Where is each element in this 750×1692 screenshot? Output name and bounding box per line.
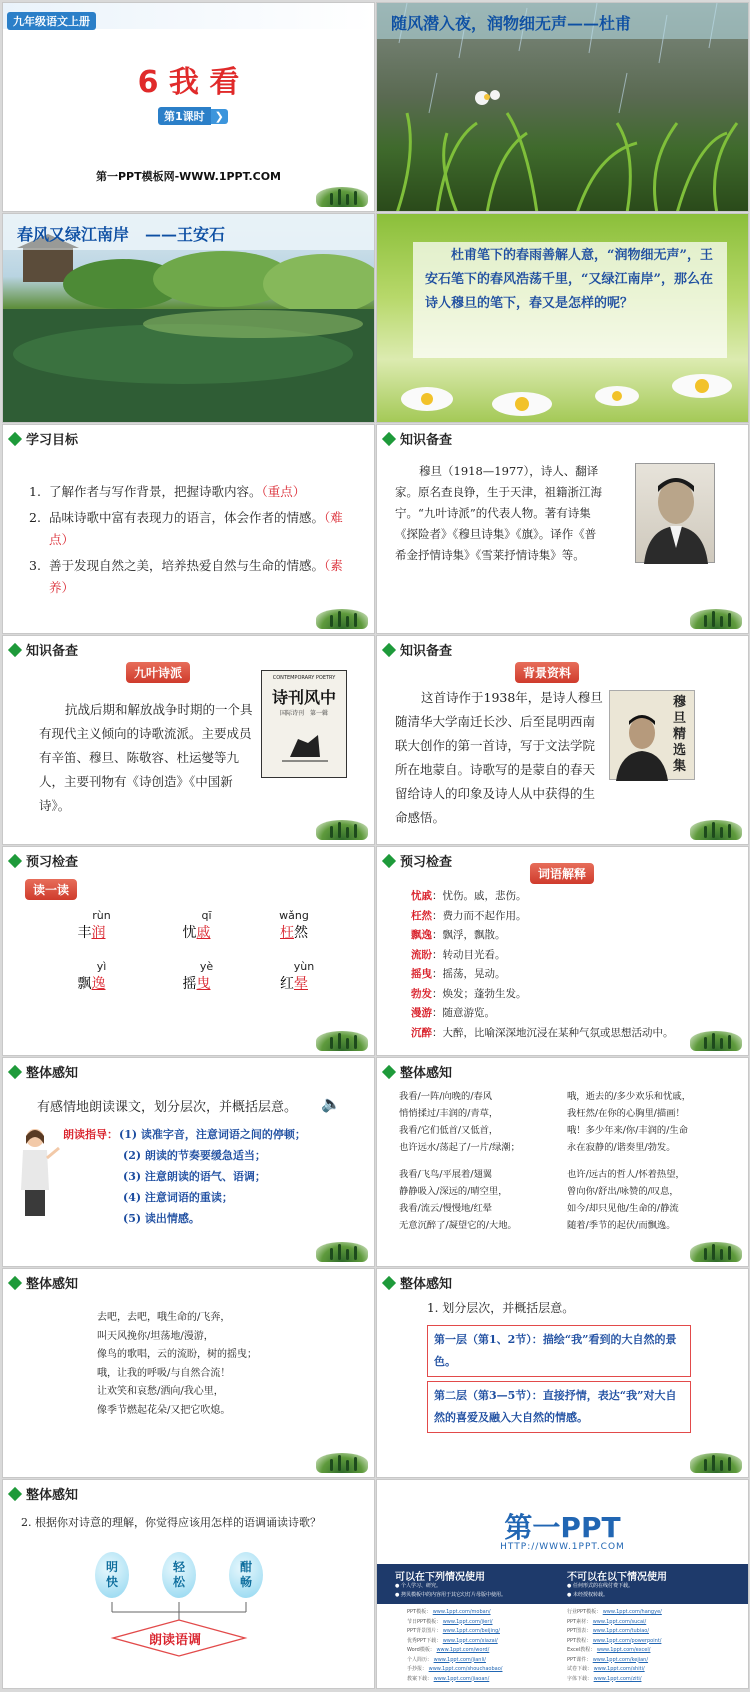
- link-item[interactable]: 试卷下载： www.1ppt.com/shiti/: [567, 1666, 645, 1672]
- word-item: rùn 丰润: [77, 909, 111, 941]
- layer-box: 第一层（第1、2节）：描绘“我”看到的大自然的景色。: [427, 1325, 691, 1377]
- grass-icon: [316, 1453, 368, 1473]
- grass-icon: [690, 609, 742, 629]
- slide-nine-leaves[interactable]: [2, 635, 375, 845]
- vocab-item: 漫游：随意游览。: [411, 1007, 495, 1019]
- speaker-icon[interactable]: 🔈: [321, 1094, 341, 1113]
- slide-background-info[interactable]: [376, 635, 749, 845]
- layer-box: 第二层（第3—5节）：直接抒情，表达“我”对大自然的喜爱及融入大自然的情感。: [427, 1381, 691, 1433]
- section-header: 整体感知: [7, 1484, 78, 1503]
- question-text: 2. 根据你对诗意的理解，你觉得应该用怎样的语调诵读诗歌？: [21, 1516, 321, 1529]
- section-header: 整体感知: [7, 1273, 78, 1292]
- section-header: 预习检查: [7, 851, 78, 870]
- section-header: 整体感知: [381, 1062, 452, 1081]
- section-header: 学习目标: [7, 429, 78, 448]
- guide-item: (4) 注意词语的重读；: [123, 1191, 233, 1204]
- grass-icon: [316, 820, 368, 840]
- slide-author-bio[interactable]: [376, 424, 749, 634]
- grass-icon: [690, 1242, 742, 1262]
- poem-line: 叫天风挽你/坦荡地/漫游，: [97, 1330, 214, 1342]
- poem-line: 无意沉醉了/凝望它的/大地。: [399, 1220, 517, 1231]
- grass-icon: [690, 820, 742, 840]
- word-item: yè 摇曳: [182, 960, 214, 992]
- poem-line: 我看/一阵/向晚的/春风: [399, 1091, 493, 1102]
- topic-pill: 词语解释: [530, 863, 594, 884]
- vocab-item: 枉然：费力而不起作用。: [411, 909, 527, 922]
- link-item[interactable]: 个人简历： www.1ppt.com/jianli/: [407, 1656, 486, 1663]
- poem-line: 曾向你/舒出/咏赞的/叹息，: [567, 1186, 679, 1197]
- allowed-item: ● 拷贝模板中的内容用于其它幻灯片母版中使用。: [395, 1592, 506, 1598]
- guide-item: (3) 注意朗读的语气、语调；: [123, 1170, 266, 1183]
- brand-logo: 第一PPT: [504, 1511, 621, 1544]
- link-item[interactable]: 手抄报： www.1ppt.com/shouchaobao/: [407, 1666, 503, 1672]
- vocab-item: 沉醉：大醉，比喻深深地沉浸在某种气氛或思想活动中。: [411, 1026, 674, 1039]
- grass-icon: [316, 187, 368, 207]
- vocab-item: 流盼：转动目光看。: [411, 948, 506, 961]
- section-header: 整体感知: [7, 1062, 78, 1081]
- word-item: wǎng 枉然: [279, 909, 309, 941]
- author-portrait: [635, 463, 715, 563]
- poem-line: 如今/却只见他/生命的/静流: [567, 1203, 679, 1214]
- topic-pill: 读一读: [25, 879, 77, 900]
- slide-learning-goals[interactable]: [2, 424, 375, 634]
- question-text: 1. 划分层次，并概括层意。: [427, 1301, 575, 1315]
- poem-line: 让欢笑和哀愁/洒向/我心里，: [97, 1386, 224, 1397]
- word-item: qī 忧戚: [182, 909, 212, 941]
- link-item[interactable]: 字体下载： www.1ppt.com/ziti/: [567, 1675, 642, 1682]
- site-credit: 第一PPT模板网-WWW.1PPT.COM: [95, 170, 282, 183]
- goal-item: 2. 品味诗歌中富有表现力的语言，体会作者的情感。（难点）: [29, 510, 343, 547]
- guide-label: 朗读指导：: [63, 1128, 118, 1141]
- vocab-item: 忧戚：忧伤。戚，悲伤。: [411, 890, 527, 902]
- vocab-item: 勃发：焕发；蓬勃生发。: [411, 987, 527, 1000]
- school-text: 抗战后期和解放战争时期的一个具有现代主义倾向的诗歌流派。主要成员有辛笛、穆旦、陈敬容、杜运燮等九人，主要刊物有《诗创造》《中国新诗》。: [39, 702, 253, 813]
- slide-intro-question[interactable]: [376, 213, 749, 423]
- poem-line: 我看/它们低首/又低首，: [399, 1125, 499, 1136]
- link-item[interactable]: PPT教程： www.1ppt.com/powerpoint/: [567, 1637, 662, 1644]
- link-item[interactable]: 节日PPT模板： www.1ppt.com/jieri/: [407, 1618, 493, 1625]
- slide-reading-guide[interactable]: [2, 1057, 375, 1267]
- vocab-item: 摇曳：摇荡，晃动。: [411, 968, 506, 980]
- diamond-icon: [8, 1486, 22, 1500]
- link-item[interactable]: PPT课件： www.1ppt.com/kejian/: [567, 1656, 649, 1663]
- book-cover: 穆旦精选集: [609, 690, 695, 780]
- link-item[interactable]: PPT图表： www.1ppt.com/tubiao/: [567, 1628, 650, 1634]
- slide-title[interactable]: [2, 2, 375, 212]
- guide-item: (5) 读出情感。: [123, 1212, 200, 1225]
- link-item[interactable]: 优秀PPT下载： www.1ppt.com/xiazai/: [407, 1637, 498, 1644]
- brand-url[interactable]: HTTP://WWW.1PPT.COM: [500, 1542, 625, 1552]
- quote-wang-anshi: 春风又绿江南岸 ——王安石: [17, 225, 226, 244]
- guide-item: (2) 朗读的节奏要缓急适当；: [123, 1149, 266, 1162]
- section-header: 知识备查: [381, 429, 452, 448]
- grass-icon: [316, 1031, 368, 1051]
- tone-label: 朗读语调: [149, 1633, 202, 1648]
- diamond-icon: [382, 642, 396, 656]
- grade-tag: 九年级语文上册: [7, 12, 96, 30]
- link-item[interactable]: PPT背景图片： www.1ppt.com/beijing/: [407, 1628, 500, 1634]
- poem-line: 哦，逝去的/多少欢乐和忧戚，: [567, 1091, 691, 1102]
- allowed-title: 可以在下列情况使用: [395, 1572, 485, 1583]
- slide-poem-final-stanza[interactable]: [2, 1268, 375, 1478]
- diamond-icon: [382, 1275, 396, 1289]
- poem-line: 我枉然/在你的心胸里/描画！: [567, 1108, 685, 1119]
- tone-circle: 酣畅: [229, 1552, 263, 1598]
- vocab-item: 飘逸：飘浮，飘散。: [411, 929, 506, 941]
- word-item: yùn 红晕: [280, 960, 315, 992]
- link-item[interactable]: 行业PPT模板： www.1ppt.com/hangye/: [567, 1609, 662, 1615]
- topic-pill: 背景资料: [515, 662, 579, 683]
- poem-line: 悄悄揉过/丰润的/青草，: [399, 1108, 499, 1119]
- slide-1ppt-credits[interactable]: [376, 1479, 749, 1689]
- grass-icon: [690, 1453, 742, 1473]
- author-bio-text: 穆旦（1918—1977），诗人、翻译家。原名查良铮，生于天津，祖籍浙江海宁。“九叶诗派”的代表人物。著有诗集《探险者》《穆旦诗集》《旗》。译作《普希金抒情诗集》《雪莱抒情诗集》等。: [395, 464, 602, 562]
- allowed-item: ● 个人学习、研究。: [395, 1583, 441, 1589]
- slide-rain-photo[interactable]: [376, 2, 749, 212]
- link-item[interactable]: PPT模板： www.1ppt.com/moban/: [407, 1609, 491, 1615]
- diamond-icon: [8, 1064, 22, 1078]
- diamond-icon: [8, 1275, 22, 1289]
- instruction-text: 有感情地朗读课文，划分层次，并概括层意。: [37, 1100, 298, 1115]
- poem-line: 我看/飞鸟/平展着/翅翼: [399, 1169, 493, 1180]
- poem-line: 像季节燃起花朵/又把它吹熄。: [97, 1404, 231, 1416]
- slide-poem-layers[interactable]: [376, 1268, 749, 1478]
- poem-line: 静静吸入/深远的/晴空里，: [399, 1186, 508, 1197]
- section-header: 预习检查: [381, 851, 452, 870]
- diamond-icon: [382, 853, 396, 867]
- diamond-icon: [8, 853, 22, 867]
- link-item[interactable]: 教案下载： www.1ppt.com/jiaoan/: [407, 1675, 490, 1682]
- slide-jiangnan-photo[interactable]: [2, 213, 375, 423]
- link-item[interactable]: Word模板： www.1ppt.com/word/: [407, 1647, 490, 1653]
- section-header: 知识备查: [381, 640, 452, 659]
- topic-pill: 九叶诗派: [126, 662, 190, 683]
- slide-poem-stanzas[interactable]: [376, 1057, 749, 1267]
- poem-line: 像鸟的歌唱，云的流盼，树的摇曳；: [97, 1349, 257, 1360]
- link-item[interactable]: PPT素材： www.1ppt.com/sucai/: [567, 1618, 647, 1625]
- slide-vocabulary[interactable]: [376, 846, 749, 1056]
- poem-line: 我看/流云/慢慢地/红晕: [399, 1203, 493, 1214]
- diamond-icon: [382, 1064, 396, 1078]
- quote-du-fu: 随风潜入夜，润物细无声——杜甫: [391, 14, 632, 33]
- section-header: 知识备查: [7, 640, 78, 659]
- slide-read-words[interactable]: [2, 846, 375, 1056]
- tone-circle: 轻松: [162, 1552, 196, 1598]
- lesson-number-button[interactable]: [158, 107, 228, 125]
- grass-icon: [690, 1031, 742, 1051]
- tone-circle: 明快: [95, 1552, 129, 1598]
- lesson-title: 6 我 看: [137, 65, 240, 100]
- slide-reading-tone[interactable]: [2, 1479, 375, 1689]
- poem-line: 哦！多少年来/你/丰润的/生命: [567, 1125, 688, 1136]
- poem-line: 永在寂静的/谐奏里/勃发。: [567, 1142, 676, 1153]
- poem-line: 去吧，去吧，哦生命的/飞奔，: [97, 1312, 231, 1323]
- poem-line: 哦，让我的呼吸/与自然合流！: [97, 1367, 231, 1379]
- grass-icon: [316, 1242, 368, 1262]
- teacher-icon: [17, 1124, 61, 1224]
- poem-line: 随着/季节的起伏/而飘逸。: [567, 1220, 676, 1231]
- goal-item: 3. 善于发现自然之美，培养热爱自然与生命的情感。（素养）: [29, 558, 343, 595]
- forbidden-item: ● 任何形式的在线付费下载。: [567, 1583, 633, 1589]
- goal-item: 1. 了解作者与写作背景，把握诗歌内容。（重点）: [29, 484, 306, 499]
- poem-line: 也许/远古的哲人/怀着热望，: [567, 1169, 685, 1180]
- section-header: 整体感知: [381, 1273, 452, 1292]
- forbidden-item: ● 未经授权转载。: [567, 1592, 608, 1598]
- diamond-icon: [382, 431, 396, 445]
- poem-line: 也许远水/荡起了/一片/绿潮；: [399, 1142, 520, 1153]
- grass-icon: [316, 609, 368, 629]
- chevron-right-icon: ❯: [211, 109, 228, 124]
- word-item: yì 飘逸: [77, 960, 107, 992]
- link-item[interactable]: Excel教程： www.1ppt.com/excel/: [567, 1647, 651, 1653]
- intro-text: 杜甫笔下的春雨善解人意，“润物细无声”，王安石笔下的春风浩荡千里，“又绿江南岸”，那么在诗人穆旦的笔下，春又是怎样的呢？: [425, 248, 713, 311]
- guide-item: (1) 读准字音，注意词语之间的停顿；: [119, 1128, 306, 1141]
- lesson-number: 第1课时: [158, 107, 211, 125]
- background-text: 这首诗作于1938年，是诗人穆旦随清华大学南迁长沙、后至昆明西南联大创作的第一首诗，写于文法学院所在地蒙自。诗歌写的是蒙自的春天留给诗人的印象及诗人从中获得的生命感悟。: [395, 690, 603, 825]
- book-cover: CONTEMPORARY POETRY 诗刊风中 国际诗刊 第一辑: [261, 670, 347, 778]
- diamond-icon: [8, 431, 22, 445]
- diamond-icon: [8, 642, 22, 656]
- forbidden-title: 不可以在以下情况使用: [567, 1572, 667, 1583]
